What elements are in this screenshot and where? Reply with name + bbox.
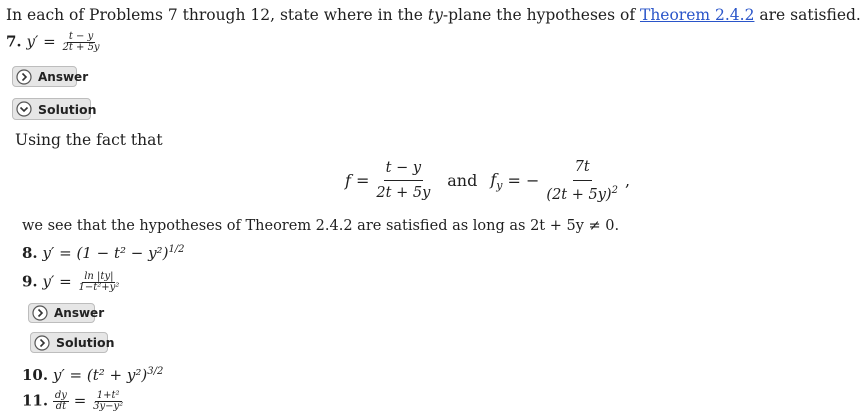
problem-10 <box>22 366 163 384</box>
problem-7 <box>6 32 102 53</box>
problem-11-equals: = <box>73 391 87 410</box>
problem-11-lhs-denominator: dt <box>55 401 67 412</box>
problem-11-numerator: 1+t² <box>96 390 120 401</box>
theorem-link[interactable]: Theorem 2.4.2 <box>639 6 755 24</box>
problem-11 <box>22 391 125 412</box>
solution-intro: Using the fact that <box>15 131 163 149</box>
intro-before: In each of Problems 7 through 12, state where in the <box>6 6 428 24</box>
intro-plane: ty <box>427 6 443 24</box>
fy-numerator: 7t <box>573 160 592 181</box>
problem-10-label: 10. <box>22 366 49 384</box>
problem-9-denominator: 1−t²+y² <box>78 282 120 293</box>
intro-middle: -plane the hypotheses of <box>442 6 640 24</box>
answer-button-label: Answer <box>54 306 105 320</box>
problem-10-expression: y′ = (t² + y²) <box>52 366 148 384</box>
solution-button-7[interactable] <box>12 98 97 120</box>
answer-button-9[interactable] <box>28 303 105 323</box>
solution-conclusion: we see that the hypotheses of Theorem 2.4.2 are satisfied as long as 2t + 5y ≠ 0. <box>22 218 620 234</box>
problem-7-denominator: 2t + 5y <box>62 42 100 53</box>
problem-11-lhs-fraction <box>53 391 69 412</box>
problem-11-lhs-numerator: dy <box>54 390 67 401</box>
problem-set-intro <box>6 6 861 24</box>
f-numerator: t − y <box>384 161 423 182</box>
and-word: and <box>447 171 478 191</box>
problem-9-fraction <box>76 272 121 293</box>
fy-fraction <box>544 160 620 202</box>
answer-button-label: Answer <box>38 69 89 84</box>
solution-button-9[interactable] <box>30 332 115 353</box>
f-fraction <box>374 161 432 201</box>
solution-button-label: Solution <box>38 101 97 117</box>
fy-symbol: $f_y$ <box>490 169 503 192</box>
chevron-right-icon <box>32 305 48 321</box>
problem-11-fraction <box>91 391 125 412</box>
problem-8-label: 8. <box>22 244 38 262</box>
answer-button-7[interactable] <box>12 66 89 87</box>
problem-8-expression: y′ = (1 − t² − y²) <box>42 244 169 262</box>
fy-denominator: $(2t + 5y)^2$ <box>546 184 618 203</box>
fy-equals-neg: = − <box>507 171 540 191</box>
problem-7-numerator: t − y <box>68 31 94 42</box>
intro-after: are satisfied. <box>754 6 861 24</box>
problem-9-numerator: ln |ty| <box>84 271 114 282</box>
equation-comma: , <box>624 171 631 191</box>
chevron-down-icon <box>16 101 32 117</box>
problem-11-denominator: 3y−y² <box>93 401 124 412</box>
f-equals: f = <box>345 171 370 191</box>
problem-7-label: 7. <box>6 32 22 51</box>
problem-8 <box>22 244 185 262</box>
problem-11-label: 11. <box>22 391 49 410</box>
problem-7-lhs: y′ = <box>26 32 56 51</box>
problem-8-exponent: 1/2 <box>168 244 185 255</box>
f-denominator: 2t + 5y <box>376 185 431 202</box>
problem-9-label: 9. <box>22 272 38 291</box>
problem-9 <box>22 272 121 293</box>
solution-equation <box>345 160 630 202</box>
chevron-right-icon <box>16 69 32 85</box>
problem-9-lhs: y′ = <box>42 272 72 291</box>
chevron-right-icon <box>34 335 50 351</box>
problem-7-fraction <box>60 32 101 53</box>
solution-button-label: Solution <box>56 335 115 350</box>
problem-10-exponent: 3/2 <box>147 366 164 377</box>
